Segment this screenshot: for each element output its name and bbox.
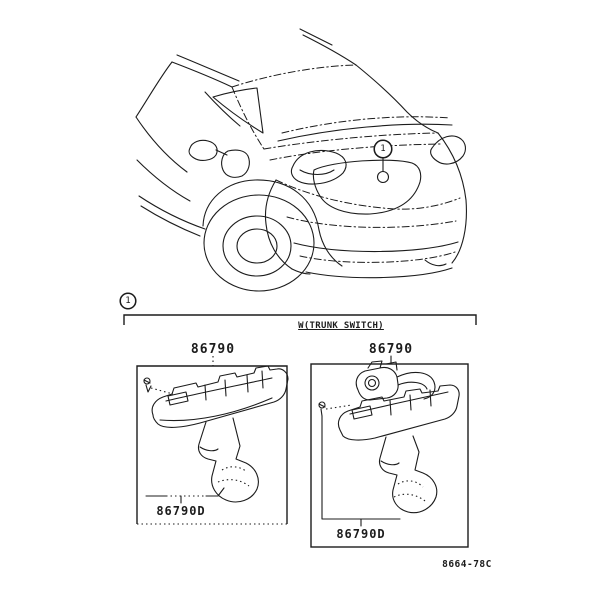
part-number-right: 86790 — [368, 342, 414, 357]
rear-wheel — [204, 195, 314, 291]
hardware-number-left: 86790D — [156, 504, 206, 518]
right-part-box — [311, 356, 468, 547]
callout-number-text-2: 1 — [125, 296, 131, 306]
callout-number-left-margin — [120, 293, 136, 309]
part-number-left: 86790 — [190, 342, 236, 357]
callout-number-on-car — [374, 140, 392, 158]
license-lamp-part-drawing — [144, 366, 288, 503]
car-rear-view — [136, 29, 466, 291]
callout-number-text: 1 — [380, 144, 386, 154]
door-mirror — [189, 140, 217, 160]
camera-part-drawing — [319, 361, 459, 526]
tail-light-right — [431, 136, 466, 164]
left-part-box — [137, 356, 287, 524]
callout-target-circle — [378, 172, 389, 183]
license-recess — [313, 160, 420, 214]
screw-icon-2 — [319, 402, 325, 416]
drawing-code: 8664-78C — [442, 559, 492, 570]
screw-icon — [144, 378, 151, 392]
hardware-number-right: 86790D — [336, 527, 386, 541]
variant-label: W(TRUNK SWITCH) — [298, 321, 384, 331]
tail-light-left — [291, 151, 346, 185]
